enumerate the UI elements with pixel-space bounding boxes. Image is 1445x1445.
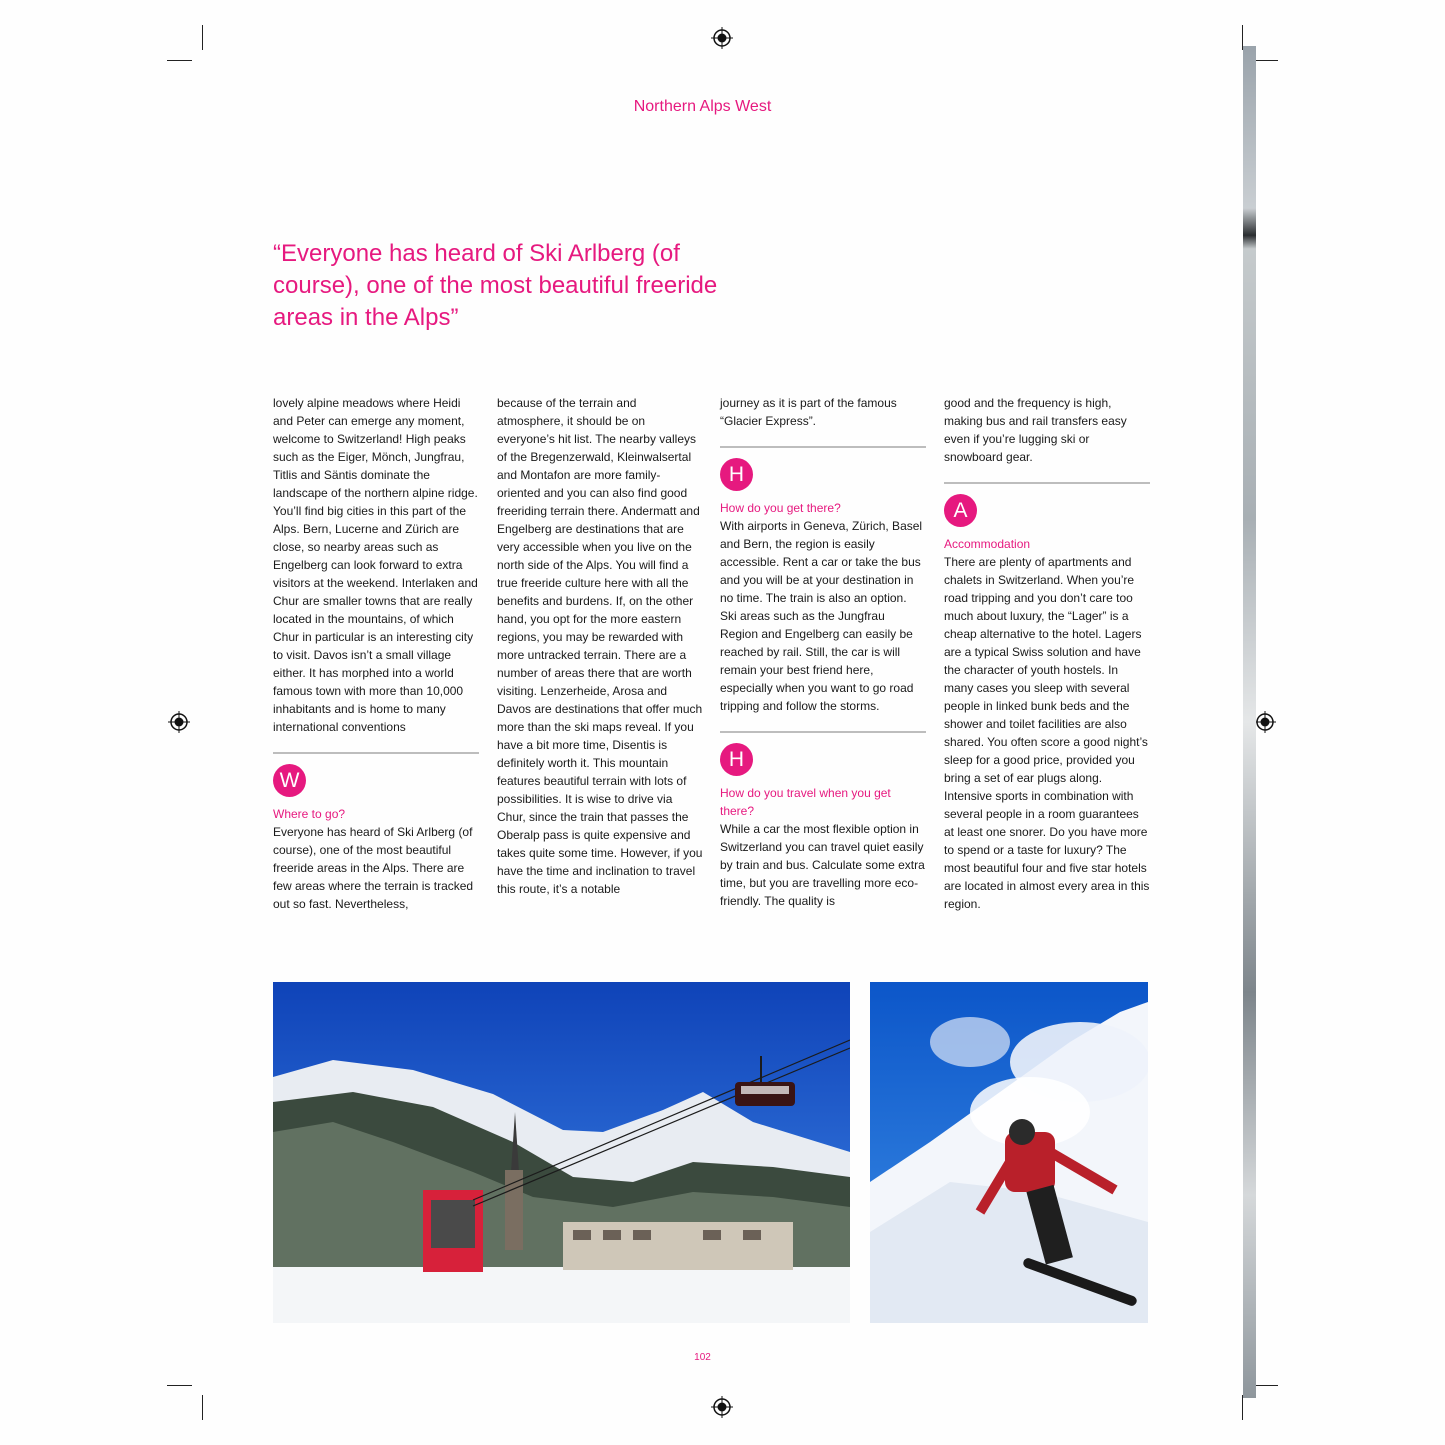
page-number: 102: [694, 1352, 711, 1363]
section-heading: How do you travel when you get there?: [720, 786, 891, 818]
photo-snowboarder: [870, 982, 1148, 1323]
body-text: good and the frequency is high, making bus and rail transfers easy even if you’re lugging ski or snowboard gear.: [944, 396, 1127, 464]
crop-mark: [202, 1395, 203, 1420]
registration-mark-icon: [1254, 711, 1276, 733]
crop-mark: [202, 25, 203, 50]
photo-davos-gondola: [273, 982, 850, 1323]
running-head: Northern Alps West: [633, 98, 772, 115]
section-heading: How do you get there?: [720, 501, 841, 515]
section-divider: [944, 482, 1150, 484]
crop-mark: [1253, 1385, 1278, 1386]
body-text: because of the terrain and atmosphere, it should be on everyone’s hit list. The nearby valleys of the Bregenzerwald, Kleinwalsertal and Montafon are more family-oriented and you can also find good freeriding terrain there. Andermatt and Engelberg are destinations that are very accessible when you live on the north side of the Alps. You will find a true freeride culture here with all the benefits and burdens. If, on the other hand, you opt for the more eastern regions, you may be rewarded with more untracked terrain. There are a number of areas there that are worth visiting. Lenzerheide, Arosa and Davos are destinations that offer much more than the ski maps reveal. If you have a bit more time, Disentis is definitely worth it. This mountain features beautiful terrain with lots of possibilities. It is wise to drive via Chur, since the train that passes the Oberalp pass is quite expensive and takes quite some time. However, if you have the time and inclination to travel this route, it’s a notable: [497, 396, 703, 896]
body-text: With airports in Geneva, Zürich, Basel and Bern, the region is easily accessible. Rent a car or take the bus and you will be at your destination in no time. The train is also an option. Ski areas such as the Jungfrau Region and Engelberg can easily be reached by rail. Still, the car is will remain your best friend here, especially when you want to go road tripping and follow the storms.: [720, 519, 923, 713]
text-column-3: [720, 394, 926, 910]
body-text: lovely alpine meadows where Heidi and Peter can emerge any moment, welcome to Switzerland! High peaks such as the Eiger, Mönch, Jungfrau, Titlis and Säntis dominate the landscape of the northern alpine ridge. You’ll find big cities in this part of the Alps. Bern, Lucerne and Zürich are close, so nearby areas such as Engelberg can look forward to extra visitors at the weekend. Interlaken and Chur are smaller towns that are really located in the mountains, of which Chur in particular is an interesting city to visit. Davos isn’t a small village either. It has morphed into a world famous town with more than 10,000 inhabitants and is home to many international conventions: [273, 396, 478, 734]
crop-mark: [167, 60, 192, 61]
section-heading: Where to go?: [273, 807, 346, 821]
body-text: Everyone has heard of Ski Arlberg (of course), one of the most beautiful freeride areas in the Alps. There are few areas where the terrain is tracked out so fast. Nevertheless,: [273, 825, 474, 911]
bleed-image-strip: [1243, 46, 1256, 1398]
text-column-1: [273, 394, 479, 913]
body-text: There are plenty of apartments and chalets in Switzerland. When you’re road tripping and you don’t care too much about luxury, the “Lager” is a cheap alternative to the hotel. Lagers are a typical Swiss solution and have the character of youth hostels. In many cases you sleep with several people in linked bunk beds and the shower and toilet facilities are also shared. You often score a good night’s sleep for a good price, provided you bring a set of ear plugs along. Intensive sports in combination with several people in a room guarantees at least one snorer. Do you have more to spend or a taste for luxury? The most beautiful four and five star hotels are located in almost every area in this region.: [944, 555, 1150, 911]
body-text: journey as it is part of the famous “Glacier Express”.: [720, 396, 897, 428]
crop-mark: [1253, 60, 1278, 61]
crop-mark: [167, 1385, 192, 1386]
photo-davos-gondola-illustration: [273, 982, 850, 1323]
photo-snowboarder-illustration: [870, 982, 1148, 1323]
section-badge-where: W: [273, 764, 306, 797]
text-column-4: [944, 394, 1150, 913]
crop-mark: [1242, 1395, 1243, 1420]
section-divider: [720, 446, 926, 448]
section-divider: [273, 752, 479, 754]
section-badge-accommodation: A: [944, 494, 977, 527]
pull-quote: “Everyone has heard of Ski Arlberg (of course), one of the most beautiful freeride areas in the Alps”: [273, 240, 718, 331]
registration-mark-icon: [711, 27, 733, 49]
section-heading: Accommodation: [944, 537, 1031, 551]
registration-mark-icon: [711, 1396, 733, 1418]
section-badge-how: H: [720, 458, 753, 491]
text-column-2: [497, 394, 703, 898]
section-badge-how: H: [720, 743, 753, 776]
registration-mark-icon: [168, 711, 190, 733]
body-text: While a car the most flexible option in Switzerland you can travel quiet easily by train and bus. Calculate some extra time, but you are travelling more eco-friendly. The quality is: [720, 822, 925, 908]
section-divider: [720, 731, 926, 733]
